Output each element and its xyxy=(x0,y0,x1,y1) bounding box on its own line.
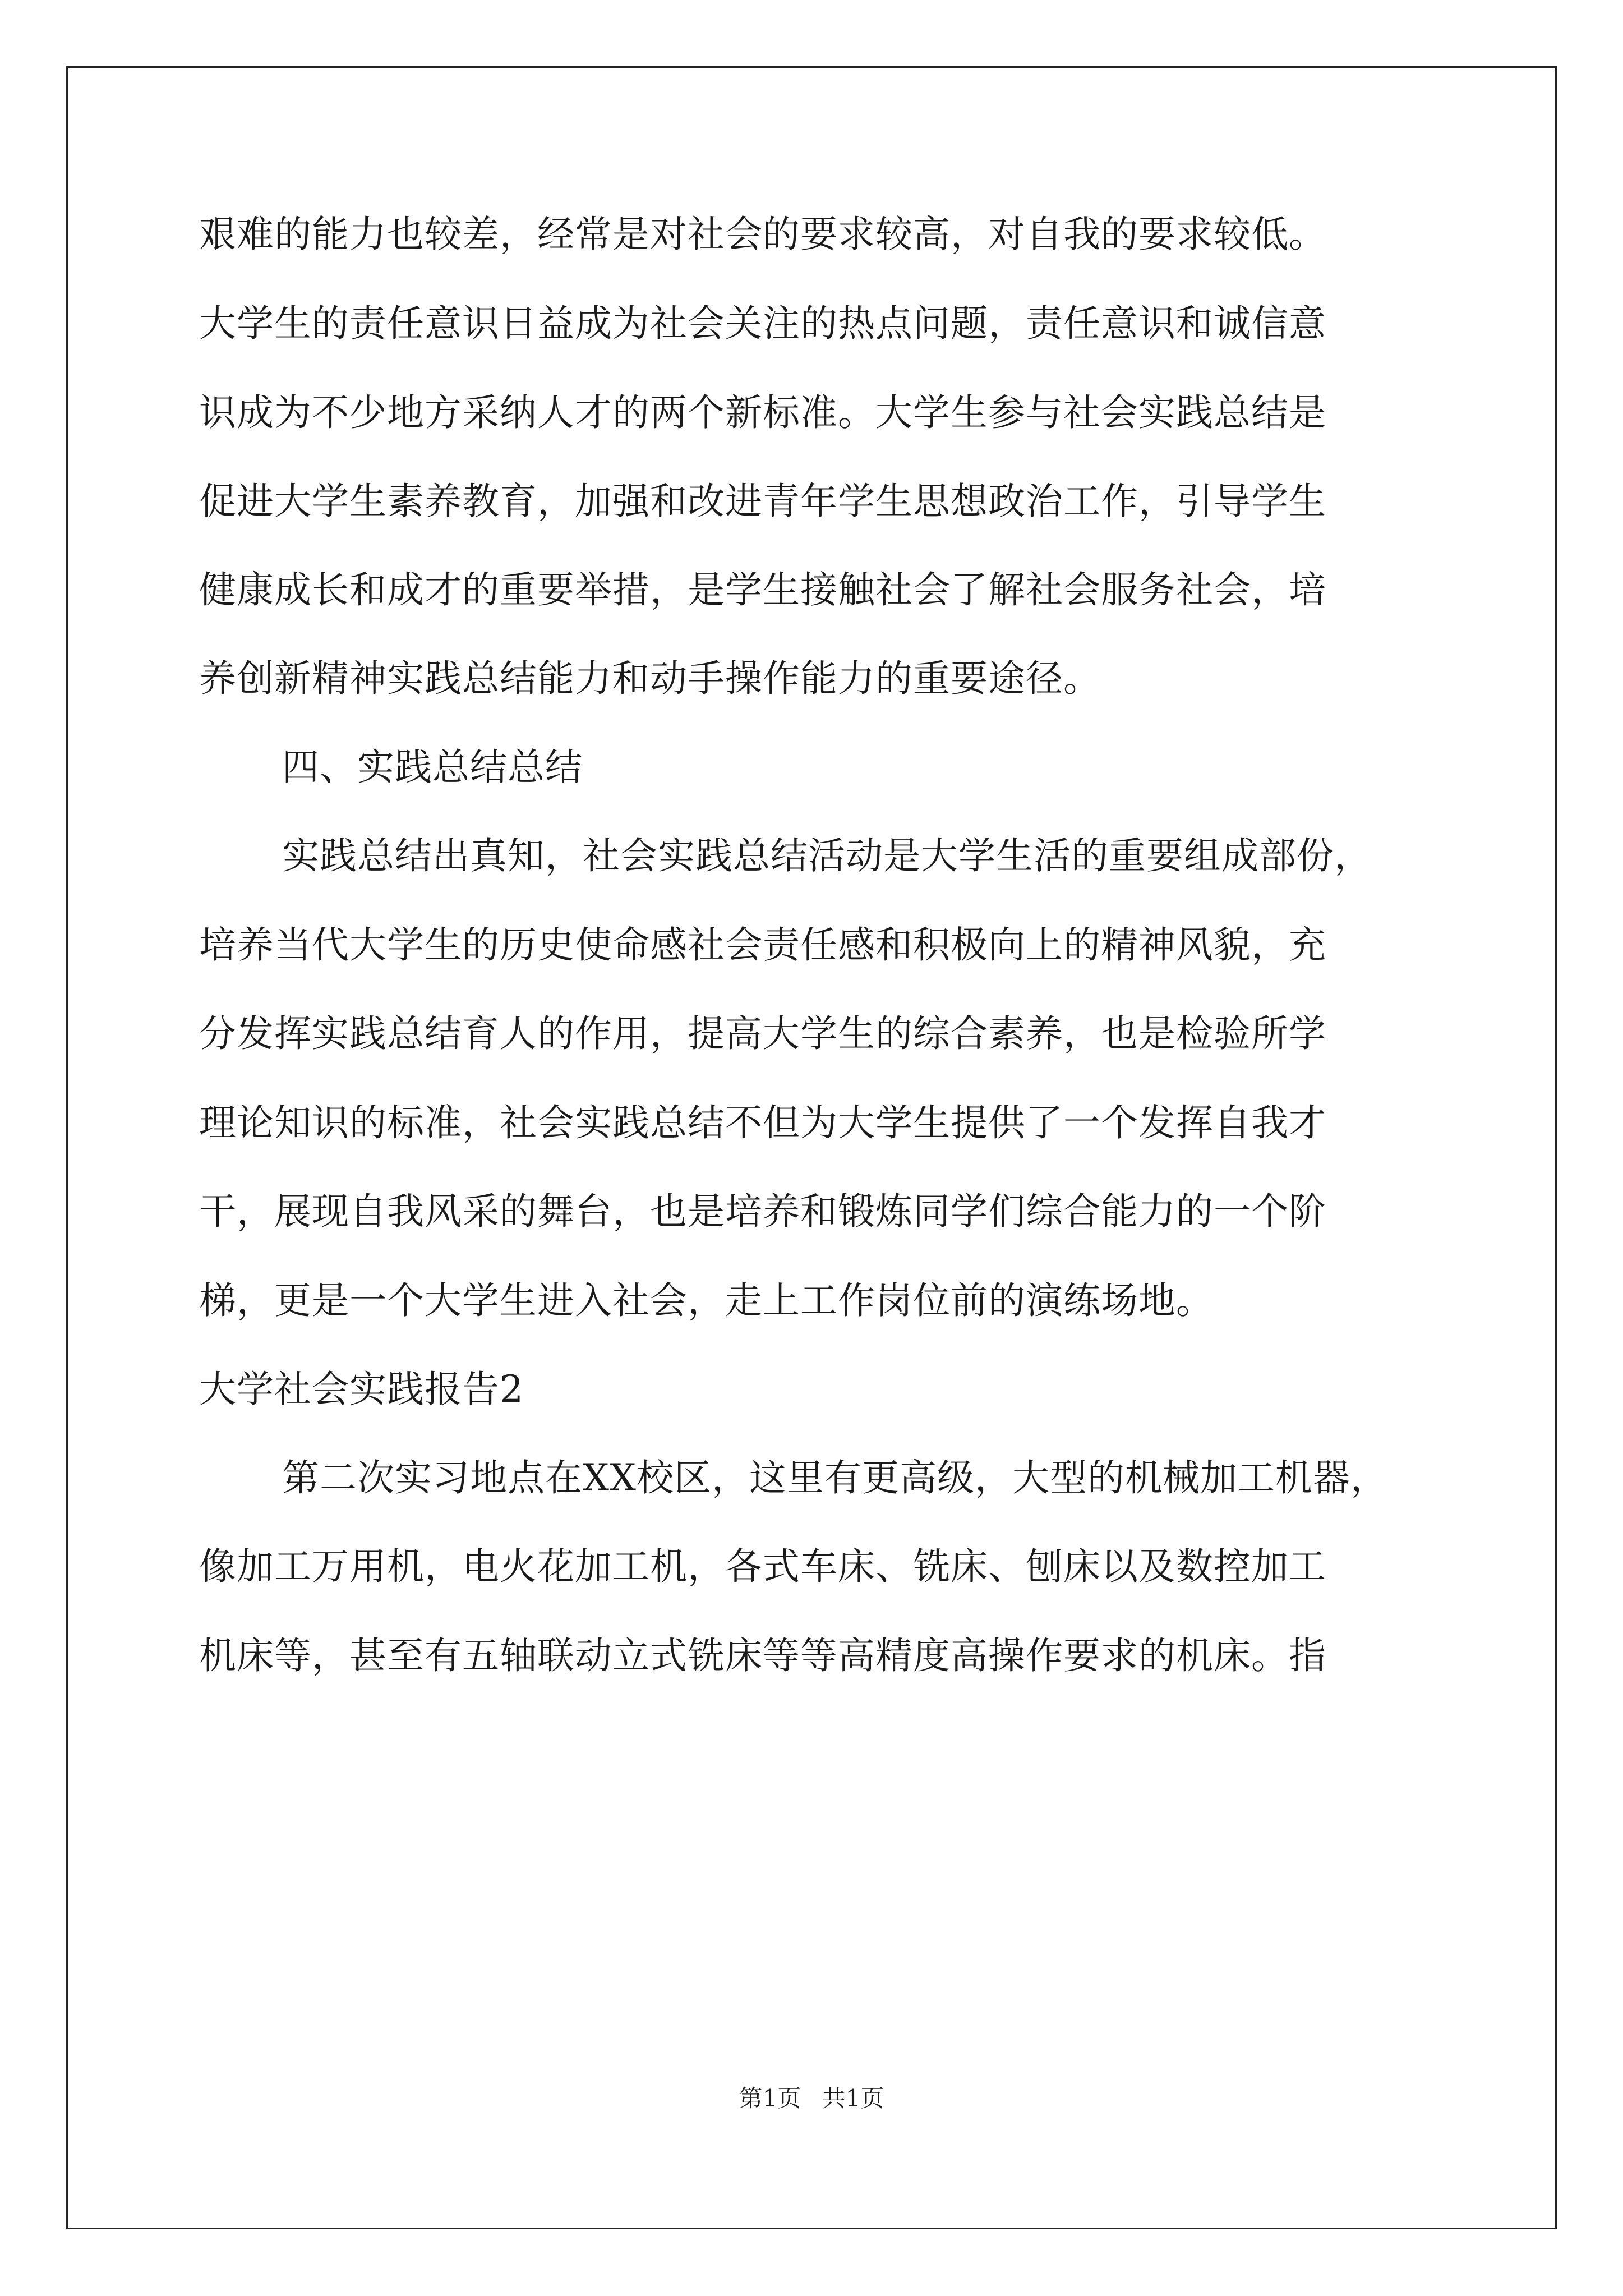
text-line: 理论知识的标准，社会实践总结不但为大学生提供了一个发挥自我才 xyxy=(199,1101,1326,1144)
text-line: 促进大学生素养教育，加强和改进青年学生思想政治工作，引导学生 xyxy=(199,480,1326,523)
text-line: 干，展现自我风采的舞台，也是培养和锻炼同学们综合能力的一个阶 xyxy=(199,1190,1326,1233)
text-line: 健康成长和成才的重要举措，是学生接触社会了解社会服务社会，培 xyxy=(199,568,1326,611)
page-number: 第1页 xyxy=(739,2085,801,2112)
text-line: 大学生的责任意识日益成为社会关注的热点问题，责任意识和诚信意 xyxy=(199,302,1326,345)
text-line: 第二次实习地点在XX校区，这里有更高级，大型的机械加工机器， xyxy=(282,1456,1388,1499)
text-line: 养创新精神实践总结能力和动手操作能力的重要途径。 xyxy=(199,657,1101,700)
page-total: 共1页 xyxy=(822,2085,884,2112)
text-line: 像加工万用机，电火花加工机，各式车床、铣床、刨床以及数控加工 xyxy=(199,1545,1326,1588)
page-footer xyxy=(0,2085,1623,2113)
report-title: 大学社会实践报告2 xyxy=(199,1368,524,1411)
text-line: 艰难的能力也较差，经常是对社会的要求较高，对自我的要求较低。 xyxy=(199,213,1326,256)
section-heading: 四、实践总结总结 xyxy=(282,746,583,789)
text-line: 梯，更是一个大学生进入社会，走上工作岗位前的演练场地。 xyxy=(199,1279,1214,1322)
text-line: 识成为不少地方采纳人才的两个新标准。大学生参与社会实践总结是 xyxy=(199,391,1326,434)
text-line: 机床等，甚至有五轴联动立式铣床等等高精度高操作要求的机床。指 xyxy=(199,1634,1326,1677)
text-line: 分发挥实践总结育人的作用，提高大学生的综合素养，也是检验所学 xyxy=(199,1012,1326,1055)
text-line: 实践总结出真知，社会实践总结活动是大学生活的重要组成部份， xyxy=(282,834,1372,877)
text-line: 培养当代大学生的历史使命感社会责任感和积极向上的精神风貌，充 xyxy=(199,923,1326,967)
